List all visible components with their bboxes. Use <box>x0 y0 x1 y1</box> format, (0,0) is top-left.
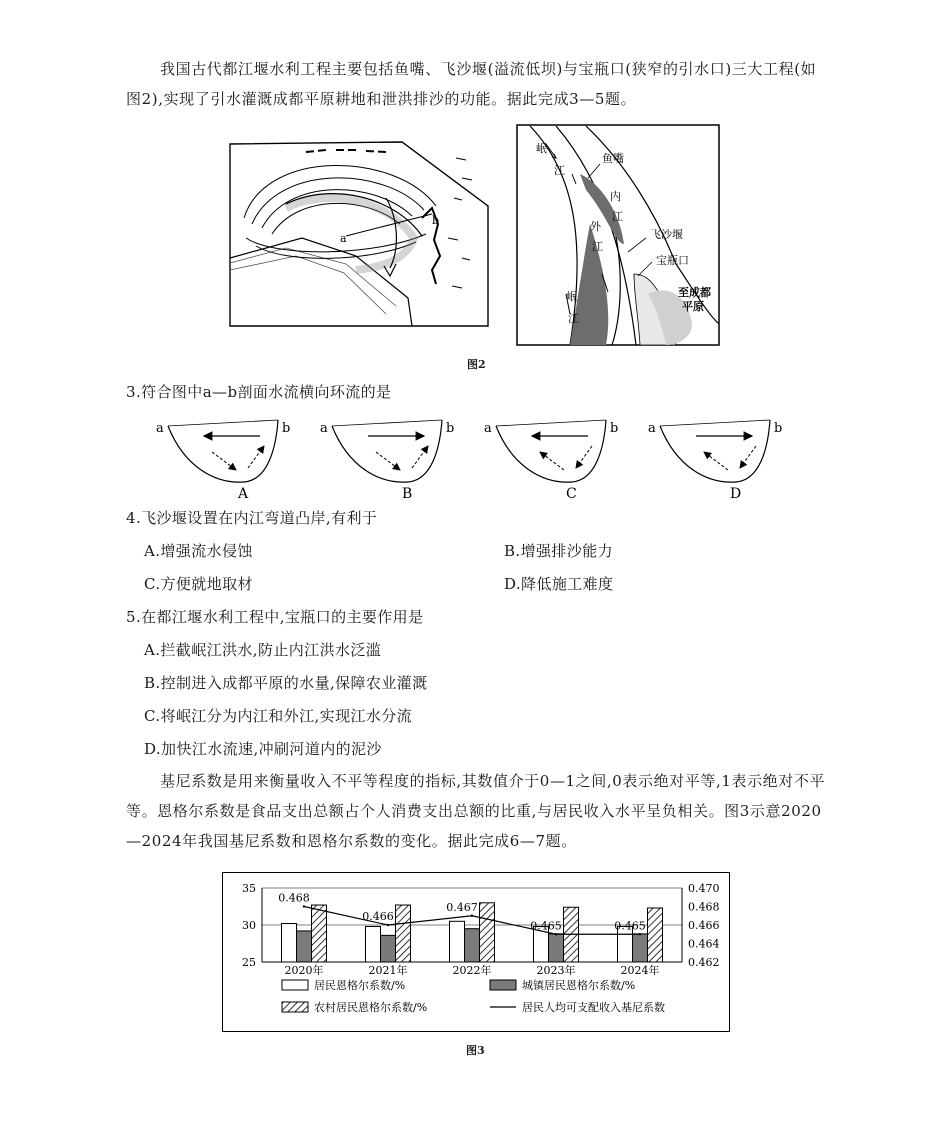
block-label-b: b <box>432 214 440 227</box>
gini-point-4 <box>639 933 641 935</box>
q3-diagram-b[interactable] <box>320 420 454 502</box>
q4-option-d[interactable]: D.降低施工难度 <box>504 575 614 593</box>
bar-s1-c2 <box>465 929 480 962</box>
x-tick-3: 2023年 <box>536 964 576 977</box>
q3-c-label-b: b <box>610 421 619 436</box>
legend-label-rural: 农村居民恩格尔系数/% <box>314 1001 428 1014</box>
legend-swatch-resident <box>282 980 308 990</box>
bar-s1-c0 <box>297 931 312 962</box>
q5-option-b[interactable]: B.控制进入成都平原的水量,保障农业灌溉 <box>144 674 428 692</box>
legend-swatch-urban <box>490 980 516 990</box>
map-label-min1: 岷 <box>536 142 547 155</box>
gini-point-3 <box>555 933 557 935</box>
gini-label-3: 0.465 <box>530 919 562 933</box>
y-right-tick-2: 0.466 <box>688 919 720 932</box>
q5-option-a[interactable]: A.拦截岷江洪水,防止内江洪水泛滥 <box>144 641 382 659</box>
q3-d-label-b: b <box>774 421 783 436</box>
gini-label-2: 0.467 <box>446 900 478 914</box>
bar-s2-c2 <box>480 903 495 962</box>
map-label-baopingkou: 宝瓶口 <box>656 254 689 267</box>
q4-option-a[interactable]: A.增强流水侵蚀 <box>144 542 253 560</box>
y-right-tick-3: 0.468 <box>688 900 720 914</box>
map-label-to-chengdu-1: 至成都 <box>678 286 711 299</box>
x-tick-2: 2022年 <box>452 964 492 977</box>
x-tick-4: 2024年 <box>620 964 660 977</box>
q4-option-b[interactable]: B.增强排沙能力 <box>504 542 613 560</box>
bar-s2-c4 <box>648 908 663 962</box>
q3-letter-d: D <box>730 486 742 502</box>
y-left-tick-0: 25 <box>242 956 256 969</box>
y-left-tick-1: 30 <box>242 919 256 932</box>
bar-s2-c0 <box>312 905 327 962</box>
q3-diagram-a[interactable] <box>156 420 290 502</box>
bar-s1-c4 <box>633 934 648 962</box>
q3-stem: 3.符合图中a—b剖面水流横向环流的是 <box>126 383 392 401</box>
map-label-feishayan: 飞沙堰 <box>650 228 683 241</box>
y-left-tick-2: 35 <box>242 882 256 895</box>
map-label-jiang1: 江 <box>554 164 565 177</box>
gini-label-0: 0.468 <box>278 891 310 905</box>
q4-option-c[interactable]: C.方便就地取材 <box>144 575 253 593</box>
gini-paragraph <box>126 766 826 856</box>
q5-stem: 5.在都江堰水利工程中,宝瓶口的主要作用是 <box>126 608 424 626</box>
figure2-block-diagram <box>226 138 498 350</box>
bar-s1-c3 <box>549 934 564 962</box>
q3-d-label-a: a <box>648 421 656 436</box>
bar-s0-c2 <box>450 921 465 962</box>
intro-paragraph <box>126 54 826 114</box>
gini-point-0 <box>303 905 305 907</box>
map-label-min2: 岷 <box>566 290 577 303</box>
figure3-caption: 图3 <box>466 1044 485 1057</box>
x-tick-1: 2021年 <box>368 964 408 977</box>
gini-label-4: 0.465 <box>614 919 646 933</box>
q3-c-label-a: a <box>484 421 492 436</box>
bar-s2-c1 <box>396 905 411 962</box>
q3-b-label-b: b <box>446 421 455 436</box>
legend-label-gini: 居民人均可支配收入基尼系数 <box>522 1001 665 1014</box>
q3-diagram-c[interactable] <box>484 420 618 502</box>
q4-stem: 4.飞沙堰设置在内江弯道凸岸,有利于 <box>126 509 378 527</box>
legend-label-urban: 城镇居民恩格尔系数/% <box>522 979 636 992</box>
figure3-chart <box>222 872 730 1032</box>
gini-point-1 <box>387 924 389 926</box>
q5-option-d[interactable]: D.加快江水流速,冲刷河道内的泥沙 <box>144 740 382 758</box>
q3-a-label-b: b <box>282 421 291 436</box>
q3-a-label-a: a <box>156 421 164 436</box>
q3-b-label-a: a <box>320 421 328 436</box>
map-label-jiang2: 江 <box>568 312 579 325</box>
map-label-wai: 外 <box>590 220 601 233</box>
map-label-nei: 内 <box>610 190 621 203</box>
legend-label-resident: 居民恩格尔系数/% <box>314 979 406 992</box>
gini-point-2 <box>471 915 473 917</box>
q3-diagrams <box>150 412 800 502</box>
y-right-tick-0: 0.462 <box>688 956 720 969</box>
bar-s1-c1 <box>381 935 396 962</box>
intro-text: 我国古代都江堰水利工程主要包括鱼嘴、飞沙堰(溢流低坝)与宝瓶口(狭窄的引水口)三大工程(如图2),实现了引水灌溉成都平原耕地和泄洪排沙的功能。据此完成3—5题。 <box>126 60 817 108</box>
q3-letter-c: C <box>566 486 577 502</box>
q3-letter-b: B <box>402 486 413 502</box>
gini-label-1: 0.466 <box>362 910 394 923</box>
y-right-tick-1: 0.464 <box>688 937 720 951</box>
figure2-caption: 图2 <box>467 358 486 371</box>
map-label-yuzui: 鱼嘴 <box>602 152 624 165</box>
gini-text: 基尼系数是用来衡量收入不平等程度的指标,其数值介于0—1之间,0表示绝对平等,1表示绝对不平等。恩格尔系数是食品支出总额占个人消费支出总额的比重,与居民收入水平呈负相关。图3示意2020—2024年我国基尼系数和恩格尔系数的变化。据此完成6—7题。 <box>126 772 826 850</box>
map-label-waijiang: 江 <box>592 240 603 253</box>
q3-letter-a: A <box>238 486 249 502</box>
bar-s0-c0 <box>282 924 297 962</box>
y-right-tick-4: 0.470 <box>688 882 720 895</box>
q3-diagram-d[interactable] <box>648 420 782 502</box>
q5-option-c[interactable]: C.将岷江分为内江和外江,实现江水分流 <box>144 707 413 725</box>
bar-s0-c1 <box>366 926 381 962</box>
x-tick-0: 2020年 <box>284 964 324 977</box>
map-label-to-chengdu-2: 平原 <box>682 300 704 313</box>
map-label-neijiang: 江 <box>612 210 623 223</box>
block-label-a: a <box>340 232 347 245</box>
legend-swatch-rural <box>282 1002 308 1012</box>
figure2-map <box>516 124 720 346</box>
